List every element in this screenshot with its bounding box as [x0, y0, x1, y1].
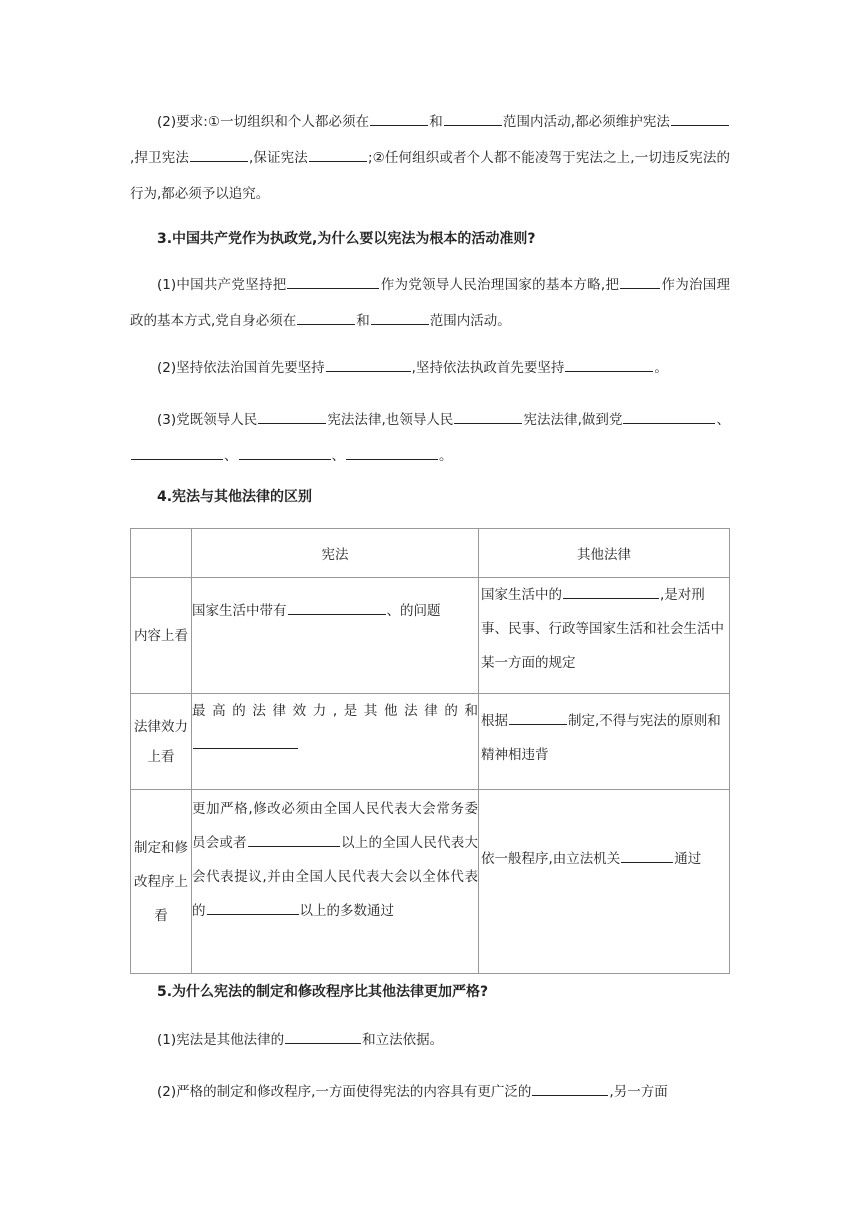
blank: [371, 323, 429, 325]
paragraph-5-2: (2)严格的制定和修改程序,一方面使得宪法的内容具有更广泛的 ,另一方面: [157, 1084, 668, 1100]
table-corner-cell: [131, 529, 192, 578]
paragraph-3-2: (2)坚持依法治国首先要坚持 ,坚持依法执政首先要坚持 。: [157, 360, 668, 376]
blank: [297, 323, 355, 325]
blank: [190, 160, 248, 162]
blank: [671, 124, 729, 126]
table-header-other-laws: 其他法律: [479, 529, 730, 578]
blank: [532, 1094, 608, 1096]
blank: [239, 458, 331, 460]
blank: [309, 160, 367, 162]
cell-constitution-effect: 最高的法律效力,是其他法律的和: [192, 694, 479, 790]
blank: [509, 723, 567, 725]
blank: [444, 124, 502, 126]
blank: [193, 747, 298, 749]
paragraph-5-1: (1)宪法是其他法律的 和立法依据。: [157, 1032, 444, 1048]
comparison-table: [130, 528, 730, 974]
blank: [623, 422, 715, 424]
blank: [131, 458, 223, 460]
heading-3: 3.中国共产党作为执政党,为什么要以宪法为根本的活动准则?: [157, 231, 536, 247]
blank: [248, 845, 340, 847]
table-header-constitution: 宪法: [192, 529, 479, 578]
blank: [287, 287, 379, 289]
table-header-row: [131, 529, 730, 578]
heading-5: 5.为什么宪法的制定和修改程序比其他法律更加严格?: [157, 984, 489, 1000]
heading-4: 4.宪法与其他法律的区别: [157, 489, 313, 505]
blank: [454, 422, 522, 424]
blank: [326, 370, 411, 372]
paragraph-3-3: (3)党既领导人民 宪法法律,也领导人民 宪法法律,做到党 、、 、 。: [130, 402, 730, 474]
blank: [288, 613, 386, 615]
blank: [620, 287, 660, 289]
blank: [370, 124, 428, 126]
blank: [285, 1042, 361, 1044]
paragraph-3-1: (1)中国共产党坚持把 作为党领导人民治理国家的基本方略,把 作为治国理政的基本方式,党自身必须在 和 范围内活动。: [130, 277, 731, 329]
cell-other-procedure: 依一般程序,由立法机关 通过: [479, 790, 730, 974]
row-head-procedure: 制定和修改程序上看: [131, 790, 192, 974]
blank: [563, 597, 659, 599]
cell-constitution-content: 国家生活中带有 、的问题: [192, 578, 479, 694]
cell-other-content: 国家生活中的 ,是对刑事、民事、行政等国家生活和社会生活中某一方面的规定: [479, 578, 730, 694]
blank: [621, 861, 673, 863]
blank: [258, 422, 326, 424]
blank: [346, 458, 438, 460]
table-row: [131, 694, 730, 790]
cell-other-effect: 根据 制定,不得与宪法的原则和精神相违背: [479, 694, 730, 790]
table-row: [131, 790, 730, 974]
cell-constitution-procedure: 更加严格,修改必须由全国人民代表大会常务委员会或者 以上的全国人民代表大会代表提议,并由全国人民代表大会以全体代表的 以上的多数通过: [192, 790, 479, 974]
blank: [207, 913, 299, 915]
row-head-effect: 法律效力上看: [131, 694, 192, 790]
blank: [565, 370, 653, 372]
table-row: [131, 578, 730, 694]
paragraph-requirements: (2)要求:①一切组织和个人都必须在 和 范围内活动,都必须维护宪法,捍卫宪法 ,保证宪法 ;②任何组织或者个人都不能凌驾于宪法之上,一切违反宪法的行为,都必须予以追究。: [130, 114, 730, 202]
row-head-content: 内容上看: [131, 578, 192, 694]
